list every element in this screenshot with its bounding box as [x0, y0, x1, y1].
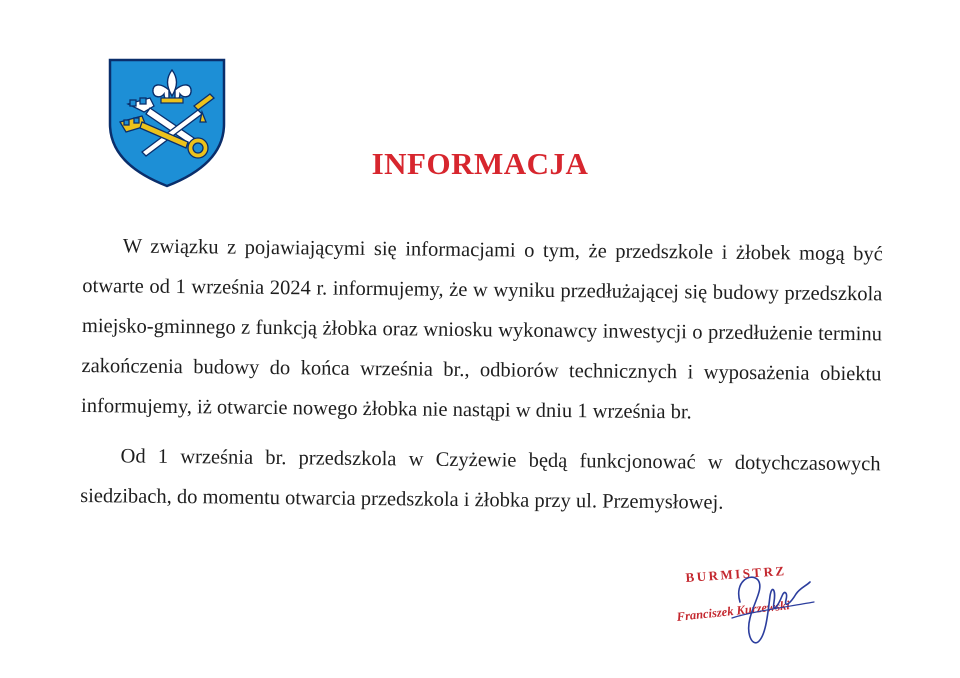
document-body [80, 226, 883, 524]
document-title: INFORMACJA [371, 146, 589, 181]
signatory-title: BURMISTRZ [685, 562, 788, 585]
paragraph-1: W związku z pojawiającymi się informacjami o tym, że przedszkole i żłobek mogą być otwarte od 1 września 2024 r. informujemy, że w wyniku przedłużającej się budowy przedszkola miejsko-gminnego z funkcją żłobka oraz wniosku wykonawcy inwestycji o przedłużenie terminu zakończenia budowy do końca września br., odbiorów technicznych i wyposażenia obiektu informujemy, iż otwarcie nowego żłobka nie nastąpi w dniu 1 września br. [80, 235, 883, 424]
signature-block [660, 560, 830, 660]
handwritten-signature-icon [710, 562, 820, 654]
paragraph-2: Od 1 września br. przedszkola w Czyżewie będą funkcjonować w dotychczasowych siedzibach, do momentu otwarcia przedszkola i żłobka przy ul. Przemysłowej. [80, 445, 881, 514]
signatory-name: Franciszek Kurzewski [676, 598, 791, 624]
